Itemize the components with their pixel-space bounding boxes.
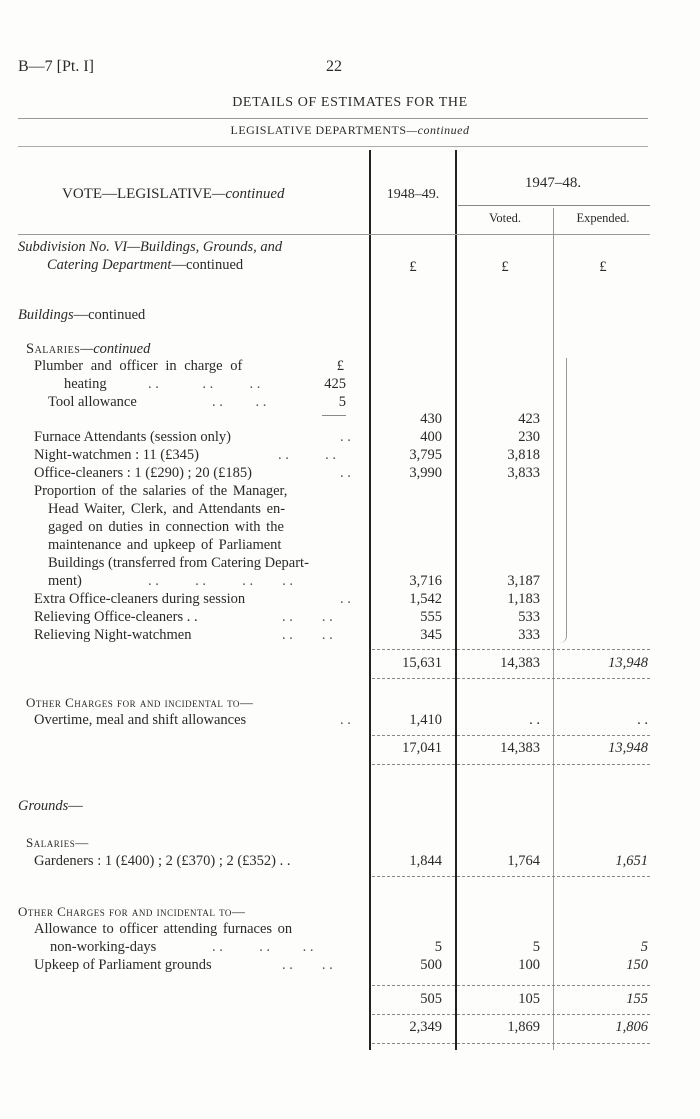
gardeners-label: Gardeners : 1 (£400) ; 2 (£370) ; 2 (£352) . .: [34, 853, 291, 869]
salaries-total-y4849: 15,631: [402, 655, 442, 671]
buildings-total-voted: 14,383: [500, 740, 540, 756]
column-year-prev: 1947–48.: [524, 175, 582, 191]
pound-col1: £: [409, 259, 417, 275]
allowance-voted: 5: [532, 939, 540, 955]
overtime-y4849: 1,410: [409, 712, 442, 728]
overtime-voted: . .: [529, 712, 540, 728]
buildings-total-y4849: 17,041: [402, 740, 442, 756]
proportion-line1: Proportion of the salaries of the Manager,: [34, 483, 288, 499]
grounds-other-heading: Other Charges for and incidental to—: [18, 904, 246, 919]
gardeners-y4849: 1,844: [409, 853, 442, 869]
nightwatch-label: Night-watchmen : 11 (£345): [34, 447, 199, 463]
relieving-cleaners-y4849: 555: [420, 609, 442, 625]
cleaners-y4849: 3,990: [409, 465, 442, 481]
allowance-expended: 5: [640, 939, 648, 955]
proportion-line3: gaged on duties in connection with the: [48, 519, 284, 535]
furnace-label: Furnace Attendants (session only): [34, 429, 231, 445]
plumber-amount: 425: [324, 376, 346, 392]
upkeep-label: Upkeep of Parliament grounds: [34, 957, 212, 973]
plumber-line1: Plumber and officer in charge of: [34, 358, 243, 374]
subdivision-title: Subdivision No. VI—Buildings, Grounds, and: [18, 239, 283, 255]
grounds-total-expended: 1,806: [615, 1019, 648, 1035]
page-title: DETAILS OF ESTIMATES FOR THE: [232, 95, 468, 110]
tool-allowance-label: Tool allowance: [48, 394, 137, 410]
salaries-heading: Salaries—continued: [26, 341, 151, 357]
grounds-other-total-voted: 105: [518, 991, 540, 1007]
salaries-total-voted: 14,383: [500, 655, 540, 671]
column-rule-1: [369, 150, 371, 1050]
proportion-y4849: 3,716: [409, 573, 442, 589]
grounds-heading: Grounds—: [18, 798, 83, 814]
page-reference: B—7 [Pt. I]: [18, 58, 94, 75]
gardeners-expended: 1,651: [615, 853, 648, 869]
column-expended: Expended.: [576, 211, 630, 225]
upkeep-voted: 100: [518, 957, 540, 973]
buildings-heading: Buildings—continued: [18, 307, 146, 323]
buildings-other-heading: Other Charges for and incidental to—: [26, 695, 254, 710]
pound-col3: £: [599, 259, 607, 275]
plumber-line2: heating: [64, 376, 107, 392]
expended-brace: [560, 358, 567, 643]
salaries-total-expended: 13,948: [608, 655, 648, 671]
vote-heading: VOTE—LEGISLATIVE—continued: [62, 186, 285, 202]
column-year-current: 1948–49.: [386, 187, 440, 202]
nightwatch-y4849: 3,795: [409, 447, 442, 463]
sub-y4849: 430: [420, 411, 442, 427]
extra-cleaners-y4849: 1,542: [409, 591, 442, 607]
grounds-total-voted: 1,869: [507, 1019, 540, 1035]
nightwatch-voted: 3,818: [507, 447, 540, 463]
allowance-y4849: 5: [434, 939, 442, 955]
overtime-label: Overtime, meal and shift allowances: [34, 712, 247, 728]
grounds-other-total-expended: 155: [626, 991, 648, 1007]
proportion-line5: Buildings (transferred from Catering Depart-: [48, 555, 309, 571]
relieving-cleaners-voted: 533: [518, 609, 540, 625]
tool-allowance-amount: 5: [338, 394, 346, 410]
grounds-salaries-heading: Salaries—: [26, 835, 89, 850]
cleaners-label: Office-cleaners : 1 (£290) ; 20 (£185): [34, 465, 252, 481]
allowance-line1: Allowance to officer attending furnaces on: [34, 921, 293, 937]
extra-cleaners-label: Extra Office-cleaners during session: [34, 591, 246, 607]
relieving-watch-voted: 333: [518, 627, 540, 643]
allowance-line2: non-working-days: [50, 939, 157, 955]
relieving-watch-label: Relieving Night-watchmen: [34, 627, 192, 643]
furnace-y4849: 400: [420, 429, 442, 445]
proportion-line2: Head Waiter, Clerk, and Attendants en-: [48, 501, 286, 517]
upkeep-expended: 150: [626, 957, 648, 973]
buildings-total-expended: 13,948: [608, 740, 648, 756]
furnace-voted: 230: [518, 429, 540, 445]
cleaners-voted: 3,833: [507, 465, 540, 481]
proportion-voted: 3,187: [507, 573, 540, 589]
column-rule-3: [553, 208, 554, 1050]
column-voted: Voted.: [488, 211, 522, 225]
overtime-expended: . .: [637, 712, 648, 728]
relieving-watch-y4849: 345: [420, 627, 442, 643]
column-rule-2: [455, 150, 457, 1050]
pound-col2: £: [501, 259, 509, 275]
page-subtitle: LEGISLATIVE DEPARTMENTS—continued: [230, 123, 470, 137]
gardeners-voted: 1,764: [507, 853, 540, 869]
plumber-pound: £: [336, 358, 344, 374]
extra-cleaners-voted: 1,183: [507, 591, 540, 607]
grounds-other-total-y4849: 505: [420, 991, 442, 1007]
grounds-total-y4849: 2,349: [409, 1019, 442, 1035]
proportion-line6: ment): [48, 573, 82, 589]
relieving-cleaners-label: Relieving Office-cleaners . .: [34, 609, 198, 625]
sub-voted: 423: [518, 411, 540, 427]
subdivision-title-2: Catering Department—continued: [47, 257, 244, 273]
page-number: 22: [326, 58, 342, 75]
proportion-line4: maintenance and upkeep of Parliament: [48, 537, 282, 553]
upkeep-y4849: 500: [420, 957, 442, 973]
